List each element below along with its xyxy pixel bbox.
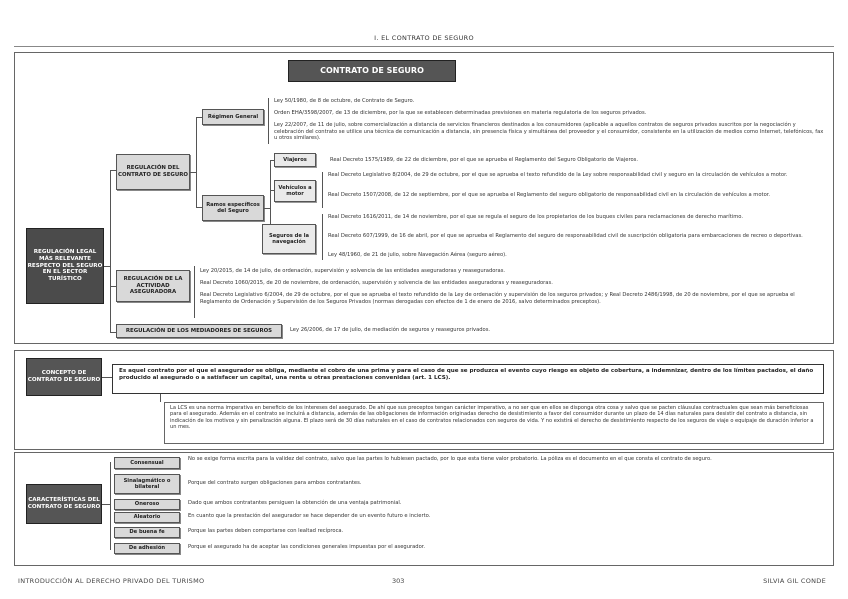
actividad-item: Ley 20/2015, de 14 de julio, de ordenación, supervisión y solvencia de las entidades aseguradoras y reaseguradoras.: [200, 268, 506, 274]
connector: [110, 462, 111, 550]
actividad-aseguradora-node: REGULACIÓN DE LA ACTIVIDAD ASEGURADORA: [116, 270, 190, 302]
header-divider: [14, 46, 834, 47]
mediadores-node: REGULACIÓN DE LOS MEDIADORES DE SEGUROS: [116, 324, 282, 338]
page-number: 303: [392, 577, 405, 585]
regimen-item: Ley 22/2007, de 11 de julio, sobre comercialización a distancia de servicios financieros destinados a los consumidores (aplicable a aquellos contratos de seguros privados suscritos por la negociación y celebración del contrato se utilice una técnica de comunicación a distancia, sin presencia física y simultánea del proveedor y el consumidor, consistente en la utilización de medios como Internet, telefónicos, fax u otros similares).: [274, 122, 824, 141]
connector: [194, 266, 195, 318]
navegacion-node: Seguros de la navegación: [262, 224, 316, 254]
caracteristica-text: Porque del contrato surgen obligaciones para ambos contratantes.: [188, 480, 362, 486]
connector: [110, 170, 111, 332]
ramos-node: Ramos específicos del Seguro: [202, 195, 264, 221]
concepto-label: CONCEPTO DE CONTRATO DE SEGURO: [26, 358, 102, 396]
caracteristica-sinalagmatico: Sinalagmático o bilateral: [114, 474, 180, 494]
contrato-title: CONTRATO DE SEGURO: [288, 60, 456, 82]
caracteristica-text: Porque las partes deben comportarse con lealtad recíproca.: [188, 528, 344, 534]
connector: [196, 117, 197, 207]
regulacion-contrato-node: REGULACIÓN DEL CONTRATO DE SEGURO: [116, 154, 190, 190]
caracteristicas-label: CARACTERÍSTICAS DEL CONTRATO DE SEGURO: [26, 484, 102, 524]
vehiculos-item: Real Decreto Legislativo 8/2004, de 29 de octubre, por el que se aprueba el texto refundido de la Ley sobre responsabilidad civil y seguro en la circulación de vehículos a motor.: [328, 172, 788, 178]
actividad-item: Real Decreto 1060/2015, de 20 de noviembre, de ordenación, supervisión y solvencia de las entidades aseguradoras y reaseguradoras.: [200, 280, 553, 286]
vehiculos-item: Real Decreto 1507/2008, de 12 de septiembre, por el que se aprueba el Reglamento del seguro obligatorio de responsabilidad civil en la circulación de vehículos a motor.: [328, 192, 771, 198]
caracteristica-adhesion: De adhesión: [114, 543, 180, 554]
regimen-item: Ley 50/1980, de 8 de octubre, de Contrato de Seguro.: [274, 98, 415, 104]
connector: [102, 504, 110, 505]
footer-book-title: INTRODUCCIÓN AL DERECHO PRIVADO DEL TURISMO: [18, 577, 205, 585]
viajeros-item: Real Decreto 1575/1989, de 22 de diciembre, por el que se aprueba el Reglamento del Seguro Obligatorio de Viajeros.: [330, 157, 639, 163]
connector: [268, 98, 269, 144]
navegacion-item: Real Decreto 1616/2011, de 14 de noviembre, por el que se regula el seguro de los propietarios de los buques civiles para reclamaciones de derecho marítimo.: [328, 214, 743, 220]
concepto-definition-box: [112, 364, 824, 394]
caracteristica-text: No se exige forma escrita para la validez del contrato, salvo que las partes lo hubiesen pactado, por lo que esta tiene valor probatorio. La póliza es el documento en el que consta el contrato de seguro.: [188, 456, 712, 462]
mediadores-text: Ley 26/2006, de 17 de julio, de mediación de seguros y reaseguros privados.: [290, 327, 491, 333]
caracteristica-text: Porque el asegurado ha de aceptar las condiciones generales impuestas por el asegurador.: [188, 544, 426, 550]
caracteristica-oneroso: Oneroso: [114, 499, 180, 510]
concepto-note-box: [164, 402, 824, 444]
concepto-note: La LCS es una norma imperativa en beneficio de los intereses del asegurado. De ahí que sus preceptos tengan carácter imperativo, a no ser que en ellos se disponga otra cosa y salvo que se pacten cláusulas contractuales que sean más beneficiosas para el asegurado. Además en el contrato se incluirá a distancia, además de las obligaciones de información originadas derecho de desistimiento a favor del consumidor durante un plazo de 14 días naturales para desistir del contrato a distancia, sin indicación de los motivos y sin penalización alguna. El plazo será de 30 días naturales en el caso de contratos relacionados con seguros de vida. Y no existirá el derecho de desistimiento respecto de los seguros de viaje o equipaje de duración inferior a un mes.: [170, 405, 814, 431]
regulacion-legal-label: REGULACIÓN LEGAL MÁS RELEVANTE RESPECTO DEL SEGURO EN EL SECTOR TURÍSTICO: [26, 228, 104, 304]
navegacion-item: Real Decreto 607/1999, de 16 de abril, por el que se aprueba el Reglamento del seguro de responsabilidad civil de suscripción obligatoria para embarcaciones de recreo o deportivas.: [328, 233, 803, 239]
regimen-general-node: Régimen General: [202, 109, 264, 125]
page-header: I. EL CONTRATO DE SEGURO: [374, 34, 474, 42]
connector: [160, 394, 161, 402]
caracteristica-aleatorio: Aleatorio: [114, 512, 180, 523]
connector: [102, 377, 112, 378]
connector: [322, 214, 323, 260]
navegacion-item: Ley 48/1960, de 21 de julio, sobre Navegación Aérea (seguro aéreo).: [328, 252, 507, 258]
actividad-item: Real Decreto Legislativo 6/2004, de 29 de octubre, por el que se aprueba el texto refundido de la Ley de ordenación y supervisión de los seguros privados; y Real Decreto 2486/1998, de 20 de noviembre, por el que se aprueba el Reglamento de Ordenación y Supervisión de los Seguros Privados (normas derogadas con efectos de 1 de enero de 2016, salvo determinados preceptos).: [200, 292, 795, 305]
viajeros-node: Viajeros: [274, 153, 316, 167]
caracteristica-text: En cuanto que la prestación del asegurador se hace depender de un evento futuro e incierto.: [188, 513, 431, 519]
caracteristica-consensual: Consensual: [114, 457, 180, 469]
concepto-definition: Es aquel contrato por el que el asegurador se obliga, mediante el cobro de una prima y para el caso de que se produzca el evento cuyo riesgo es objeto de cobertura, a indemnizar, dentro de los límites pactados, el daño producido al asegurado o a satisfacer un capital, una renta u otras prestaciones convenidas (art. 1 LCS).: [119, 368, 814, 381]
caracteristica-buena-fe: De buena fe: [114, 527, 180, 538]
footer-author: SILVIA GIL CONDE: [763, 577, 826, 585]
regimen-item: Orden EHA/3598/2007, de 13 de diciembre, por la que se establecen determinadas previsiones en materia regulatoria de los seguros privados.: [274, 110, 647, 116]
caracteristica-text: Dado que ambos contratantes persiguen la obtención de una ventaja patrimonial.: [188, 500, 402, 506]
vehiculos-node: Vehículos a motor: [274, 180, 316, 202]
connector: [322, 172, 323, 208]
